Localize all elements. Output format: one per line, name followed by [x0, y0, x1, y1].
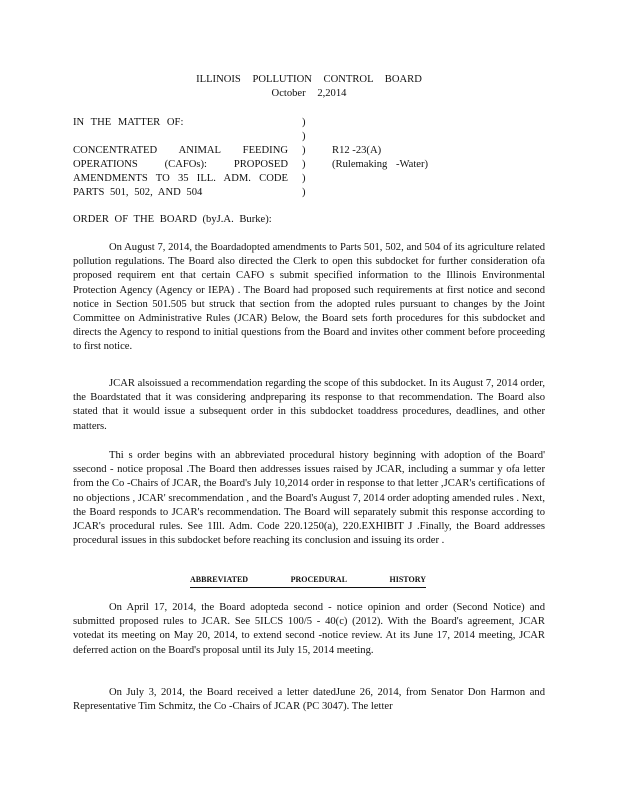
- docket-type: (Rulemaking -Water): [332, 159, 429, 170]
- caption-line-4: PARTS 501, 502, AND 504: [73, 187, 203, 198]
- paragraph-1: On August 7, 2014, the Boardadopted amendments to Parts 501, 502, and 504 of its agriculture related pollution regulations. The Board also directed the Clerk to open this subdocket for further consideration ofa proposed requirem ent that certain CAFO s submit specified information to the Illinois Environmental Protection Agency (Agency or IEPA) . The Board had proposed such requirements at first notice and second notice in Section 501.505 but struck that section from the adopted rules pursuant to changes by the Joint Committee on Administrative Rules (JCAR) Below, the Board sets forth procedures for this subdocket and directs the Agency to respond to initial questions from the Board and invites other comment before proceeding to first notice.: [73, 242, 545, 353]
- caption-line-2: OPERATIONS (CAFOs): PROPOSED: [73, 159, 288, 170]
- section-heading-word: PROCEDURAL: [290, 575, 348, 584]
- section-heading: [190, 574, 426, 588]
- caption-paren: ): [302, 159, 306, 170]
- order-title: ORDER OF THE BOARD (byJ.A. Burke):: [73, 214, 272, 225]
- paragraph-3: Thi s order begins with an abbreviated procedural history beginning with adoption of the Board' ssecond - notice proposal .The Board then addresses issues raised by JCAR, including a summar y ofa letter from the Co -Chairs of JCAR, the Board's July 10,2014 order in response to that letter ,JCAR's certifications of no objections , JCAR' srecommendation , and the Board's August 7, 2014 order adopting amended rules . Next, the Board responds to JCAR's recommendation. The Board will separately submit this response according to JCAR's procedural rules. See 1Ill. Adm. Code 220.1250(a), 220.EXHIBIT J .Finally, the Board addresses procedural issues in this subdocket before reaching its conclusion and issuing its order .: [73, 450, 545, 547]
- paragraph-5: On July 3, 2014, the Board received a letter datedJune 26, 2014, from Senator Don Harmon and Representative Tim Schmitz, the Co -Chairs of JCAR (PC 3047). The letter: [73, 687, 545, 713]
- in-the-matter-label: IN THE MATTER OF:: [73, 117, 184, 128]
- caption-paren: ): [302, 117, 306, 128]
- board-name: ILLINOIS POLLUTION CONTROL BOARD: [196, 74, 422, 85]
- section-heading-word: HISTORY: [389, 575, 426, 584]
- caption-paren: ): [302, 131, 306, 142]
- section-heading-word: ABBREVIATED: [190, 575, 249, 584]
- docket-number: R12 -23(A): [332, 145, 382, 156]
- caption-paren: ): [302, 187, 306, 198]
- paragraph-2: JCAR alsoissued a recommendation regarding the scope of this subdocket. In its August 7, 2014 order, the Boardstated that it was considering andpreparing its response to that recommendation. The Board also stated that it would issue a subsequent order in this subdocket toaddress procedures, deadlines, and other matters.: [73, 378, 545, 432]
- paragraph-4: On April 17, 2014, the Board adopteda second - notice opinion and order (Second Notice) and submitted proposed rules to JCAR. See 5ILCS 100/5 - 40(c) (2012). With the Board's agreement, JCAR votedat its meeting on May 20, 2014, to extend second -notice review. At its June 17, 2014 meeting, JCAR deferred action on the Board's proposal until its July 15, 2014 meeting.: [73, 602, 545, 656]
- caption-paren: ): [302, 173, 306, 184]
- caption-line-3: AMENDMENTS TO 35 ILL. ADM. CODE: [73, 173, 288, 184]
- caption-paren: ): [302, 145, 306, 156]
- order-date: October 2,2014: [271, 88, 347, 99]
- caption-line-1: CONCENTRATED ANIMAL FEEDING: [73, 145, 288, 156]
